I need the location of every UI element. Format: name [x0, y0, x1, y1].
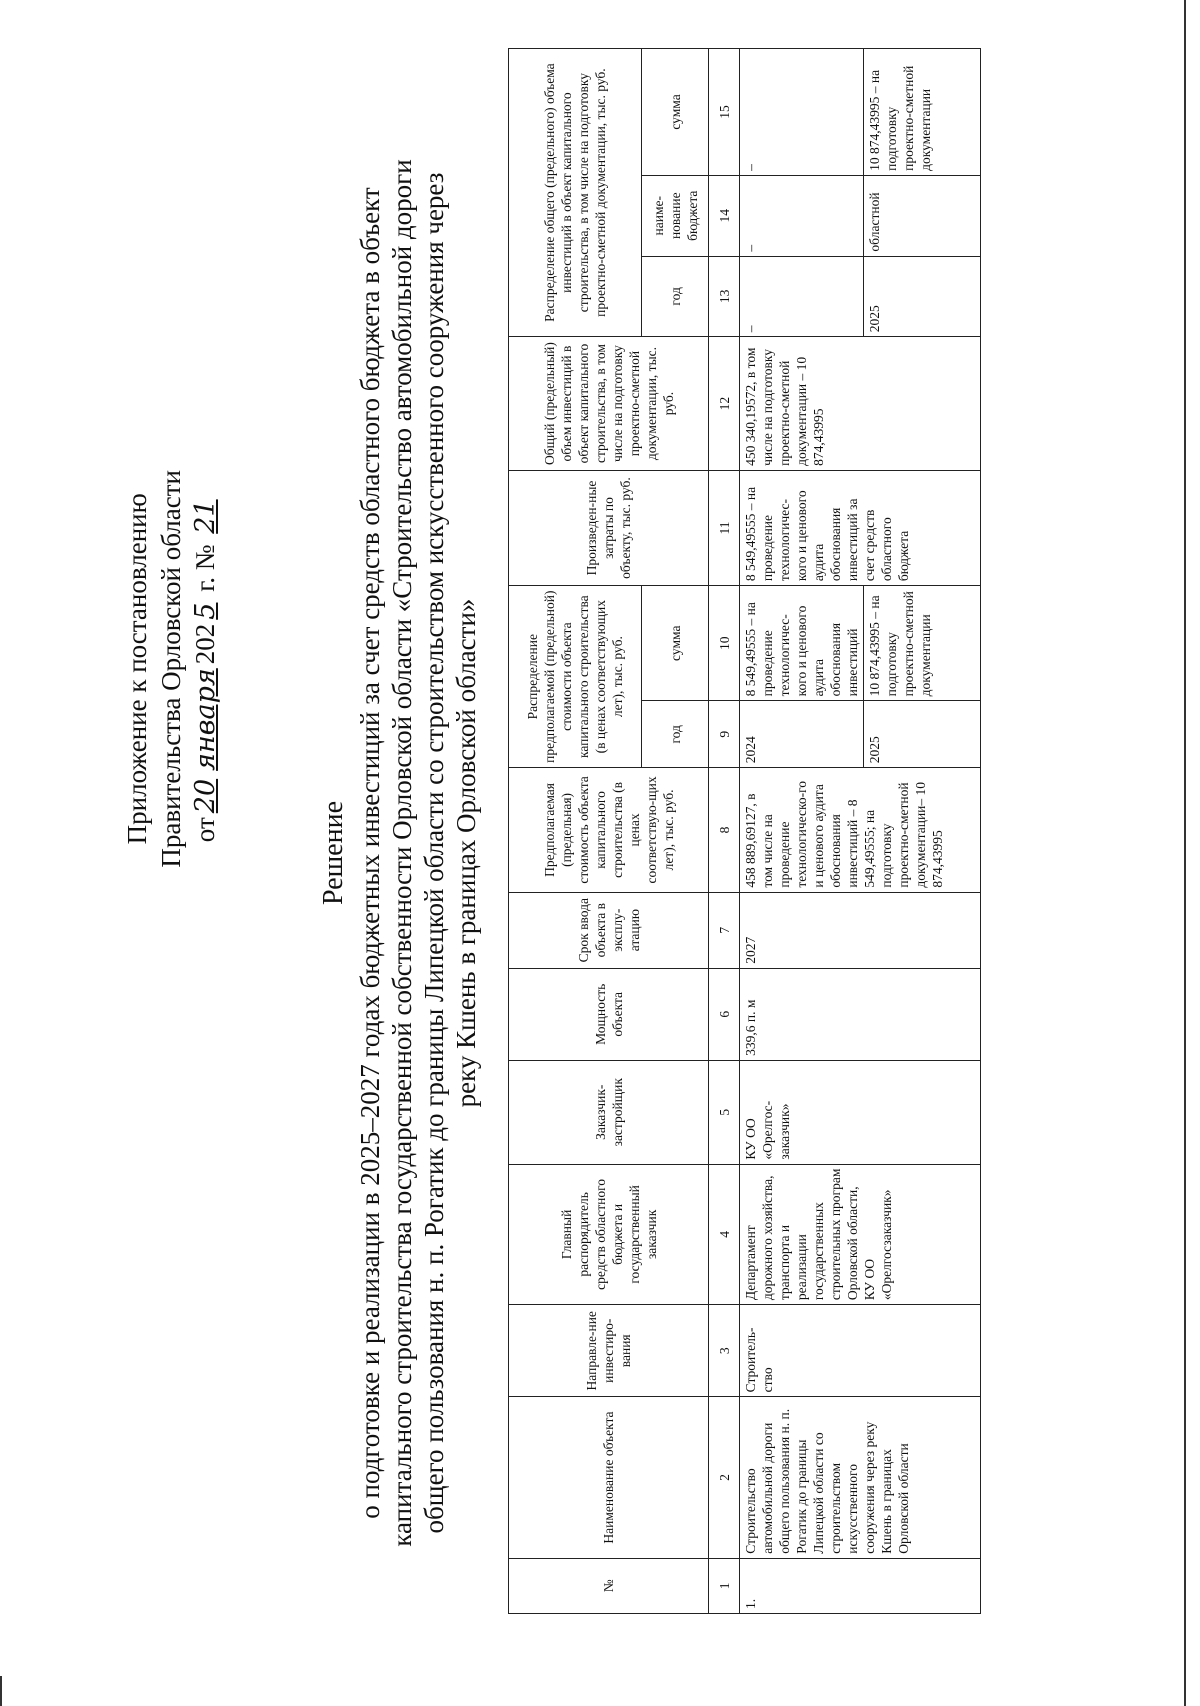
column-number: 12	[709, 337, 740, 471]
row-direction: Строитель-ство	[740, 1305, 981, 1397]
header-object-name: Наименование объекта	[509, 1397, 709, 1558]
header-cost-distribution: Распределение предполагаемой (предельной) стоимости объекта капитального строительства (в ценах соответствующих лет), тыс. руб.	[509, 586, 642, 768]
header-developer: Заказчик-застройщик	[509, 1060, 709, 1164]
header-capacity: Мощность объекта	[509, 968, 709, 1060]
approval-line-1: Приложение к постановлению	[122, 493, 152, 845]
column-number: 1	[709, 1558, 740, 1613]
title-heading: Решение	[318, 801, 349, 906]
column-number: 13	[709, 256, 740, 337]
investment-table	[508, 48, 981, 1614]
row-number: 1.	[740, 1558, 981, 1613]
column-number: 10	[709, 586, 740, 701]
header-sum-a: сумма	[642, 586, 709, 701]
title-line-2: капитального строительства государственной собственности Орловской области «Строительство автомобильной дороги	[387, 159, 417, 1547]
approval-block	[120, 470, 223, 868]
title-line-1: о подготовке и реализации в 2025–2027 годах бюджетных инвестиций за счет средств областного бюджета в объект	[355, 187, 385, 1519]
approval-line-2: Правительства Орловской области	[156, 470, 186, 868]
header-budget-name: наиме-нование бюджета	[642, 175, 709, 256]
row-sum-b: 10 874,43995 – на подготовку проектно-сметной документации	[864, 586, 981, 701]
column-number: 11	[709, 470, 740, 585]
column-number: 3	[709, 1305, 740, 1397]
column-numbers-row	[709, 49, 740, 1614]
row-dist-budget-a: –	[740, 175, 864, 256]
title-line-3: общего пользования н. п. Рогатик до границы Липецкой области со строительством искусственного сооружения через	[419, 172, 449, 1534]
date-prefix: от	[190, 817, 220, 843]
row-dist-budget-b: областной	[864, 175, 981, 256]
date-year-prefix: 202	[190, 623, 220, 665]
column-number: 9	[709, 701, 740, 768]
header-year-b: год	[642, 256, 709, 337]
header-year-a: год	[642, 701, 709, 768]
row-dist-sum-b: 10 874,43995 – на подготовку проектно-сметной документации	[864, 49, 981, 176]
number-value: 21	[190, 499, 221, 534]
date-year-suffix: 5	[190, 602, 221, 620]
scan-corner-mark	[0, 1676, 2, 1706]
row-capacity: 339,6 п. м	[740, 968, 981, 1060]
row-year-a: 2024	[740, 701, 864, 768]
column-number: 14	[709, 175, 740, 256]
approval-date-line	[188, 470, 223, 868]
column-number: 8	[709, 768, 740, 892]
header-spent: Произведен-ные затраты по объекту, тыс. руб.	[509, 470, 709, 585]
row-sum-a: 8 549,49555 – на проведение технологичес-кого и ценового аудита обоснования инвестиций	[740, 586, 864, 701]
row-cost: 458 889,69127, в том числе на проведение технологическо-го и ценового аудита обоснования инвестиций – 8 549,49555; на подготовку проектно-сметной документации– 10 874,43995	[740, 768, 981, 892]
column-number: 2	[709, 1397, 740, 1558]
header-investment-distribution: Распределение общего (предельного) объема инвестиций в объект капитального строительства, в том числе на подготовку проектно-сметной документации, тыс. руб.	[509, 49, 642, 337]
row-year-b: 2025	[864, 701, 981, 768]
row-main-manager: Департамент дорожного хозяйства, транспорта и реализации государственных строительных програм Орловской области, КУ ОО «Орелгосзаказчик»	[740, 1164, 981, 1305]
row-dist-year-b: 2025	[864, 256, 981, 337]
header-direction: Направле-ние инвестиро-вания	[509, 1305, 709, 1397]
row-dist-year-a: –	[740, 256, 864, 337]
header-sum-b: сумма	[642, 49, 709, 176]
row-developer: КУ ОО «Орелгос-заказчик»	[740, 1060, 981, 1164]
title-line-4: реку Кшень в границах Орловской области»	[451, 598, 481, 1108]
column-number: 7	[709, 892, 740, 968]
column-number: 4	[709, 1164, 740, 1305]
header-deadline: Срок ввода объекта в эксплу-атацию	[509, 892, 709, 968]
date-month: января	[190, 668, 221, 771]
header-main-manager: Главный распорядитель средств областного бюджета и государственный заказчик	[509, 1164, 709, 1305]
column-number: 6	[709, 968, 740, 1060]
column-number: 5	[709, 1060, 740, 1164]
header-number: №	[509, 1558, 709, 1613]
row-spent: 8 549,49555 – на проведение технологичес-кого и ценового аудита обоснования инвестиций за счет средств областного бюджета	[740, 470, 981, 585]
row-total: 450 340,19572, в том числе на подготовку проектно-сметной документации – 10 874,43995	[740, 337, 981, 471]
date-day: 20	[190, 778, 221, 814]
table-row	[740, 49, 864, 1614]
document-title	[318, 60, 482, 1646]
row-deadline: 2027	[740, 892, 981, 968]
number-label: г. №	[190, 544, 220, 592]
header-cost: Предполагаемая (предельная) стоимость объекта капитального строительства (в ценах соответствую-щих лет), тыс. руб.	[509, 768, 709, 892]
header-total: Общий (предельный) объем инвестиций в объект капитального строительства, в том числе на подготовку проектно-сметной документации, тыс. руб.	[509, 337, 709, 471]
row-dist-sum-a: –	[740, 49, 864, 176]
column-number: 15	[709, 49, 740, 176]
row-object-name: Строительство автомобильной дороги общего пользования н. п. Рогатик до границы Липецкой области со строительством искусственного сооружения через реку Кшень в границах Орловской области	[740, 1397, 981, 1558]
scan-edge-line	[1184, 0, 1186, 1706]
